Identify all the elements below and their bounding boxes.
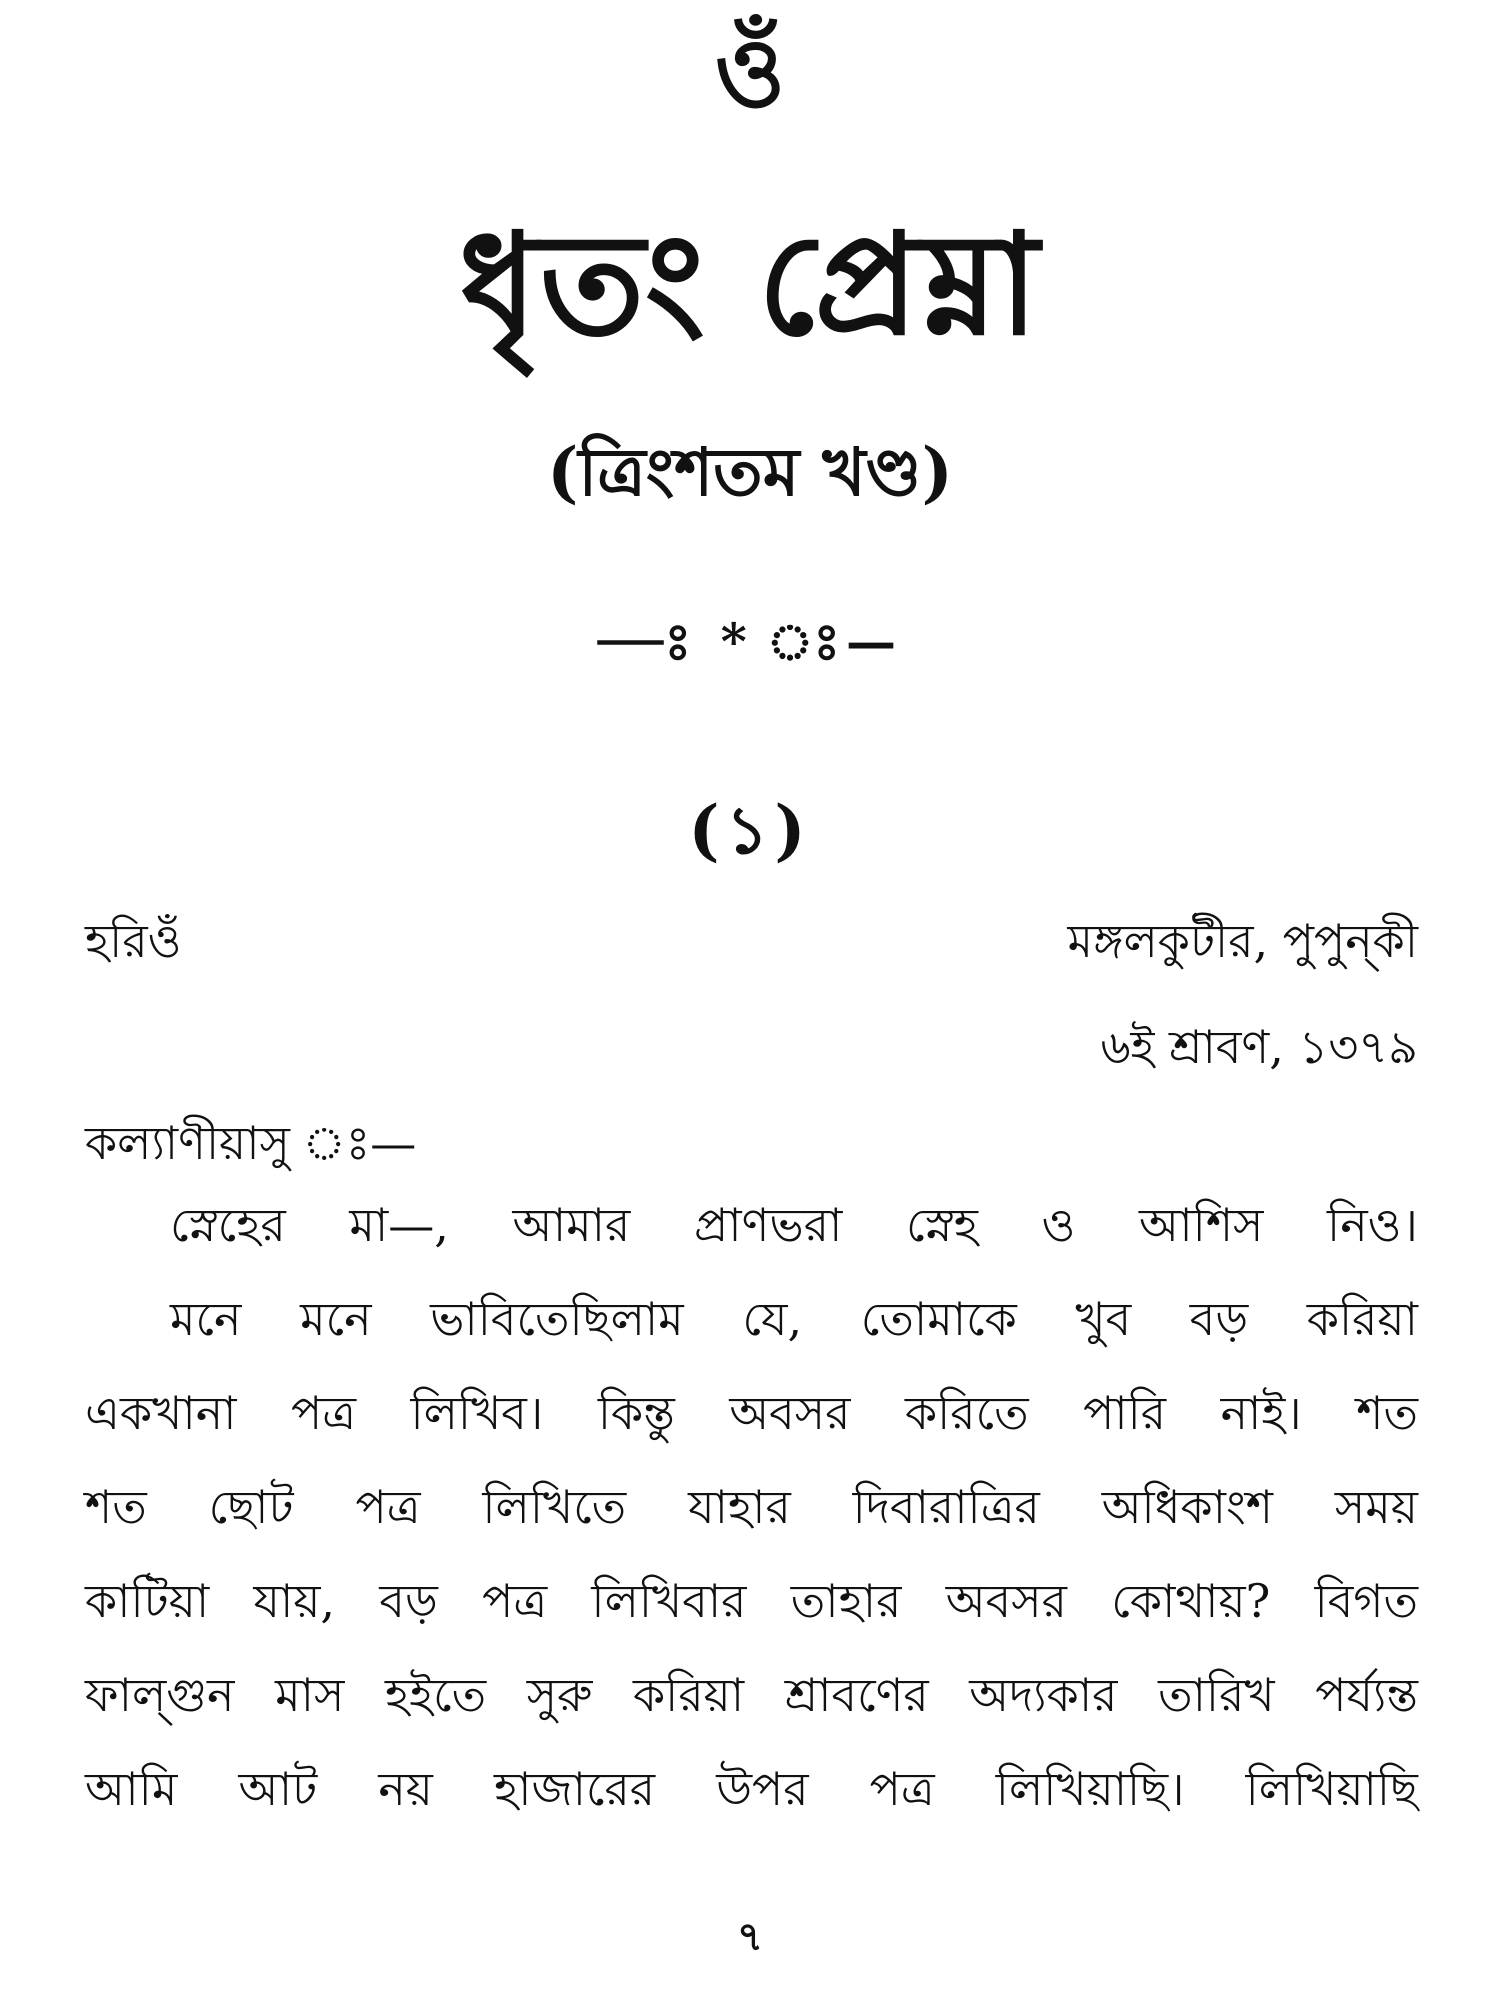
- letter-number: (১): [688, 791, 812, 869]
- ornamental-divider: —ঃ * ঃ—: [597, 612, 903, 671]
- body-line: স্নেহের মা—, আমার প্রাণভরা স্নেহ ও আশিস নিও।: [170, 1198, 1418, 1252]
- body-line: আমি আট নয় হাজারের উপর পত্র লিখিয়াছি। লিখিয়াছি: [85, 1762, 1418, 1816]
- book-title: ধৃতং প্রেম্না: [459, 203, 1041, 367]
- volume-subtitle: (ত্রিংশতম খণ্ড): [547, 433, 953, 511]
- letter-place: মঙ্গলকুটীর, পুপুন্‌কী: [1067, 914, 1418, 968]
- letter-date: ৬ই শ্রাবণ, ১৩৭৯: [1100, 1020, 1418, 1074]
- body-line: কাটিয়া যায়, বড় পত্র লিখিবার তাহার অবসর কোথায়? বিগত: [85, 1574, 1418, 1628]
- body-line: শত ছোট পত্র লিখিতে যাহার দিবারাত্রির অধিকাংশ সময়: [85, 1480, 1418, 1534]
- body-line: ফাল্গুন মাস হইতে সুরু করিয়া শ্রাবণের অদ্যকার তারিখ পর্য্যন্ত: [85, 1668, 1418, 1722]
- page-number: ৭: [736, 1913, 763, 1960]
- body-line: মনে মনে ভাবিতেছিলাম যে, তোমাকে খুব বড় করিয়া: [170, 1292, 1418, 1346]
- letter-salutation: কল্যাণীয়াসু ঃ—: [85, 1116, 417, 1170]
- om-symbol: ওঁ: [714, 16, 786, 129]
- letter-greeting: হরিওঁ: [85, 914, 182, 968]
- body-line: একখানা পত্র লিখিব। কিন্তু অবসর করিতে পারি নাই। শত: [85, 1386, 1418, 1440]
